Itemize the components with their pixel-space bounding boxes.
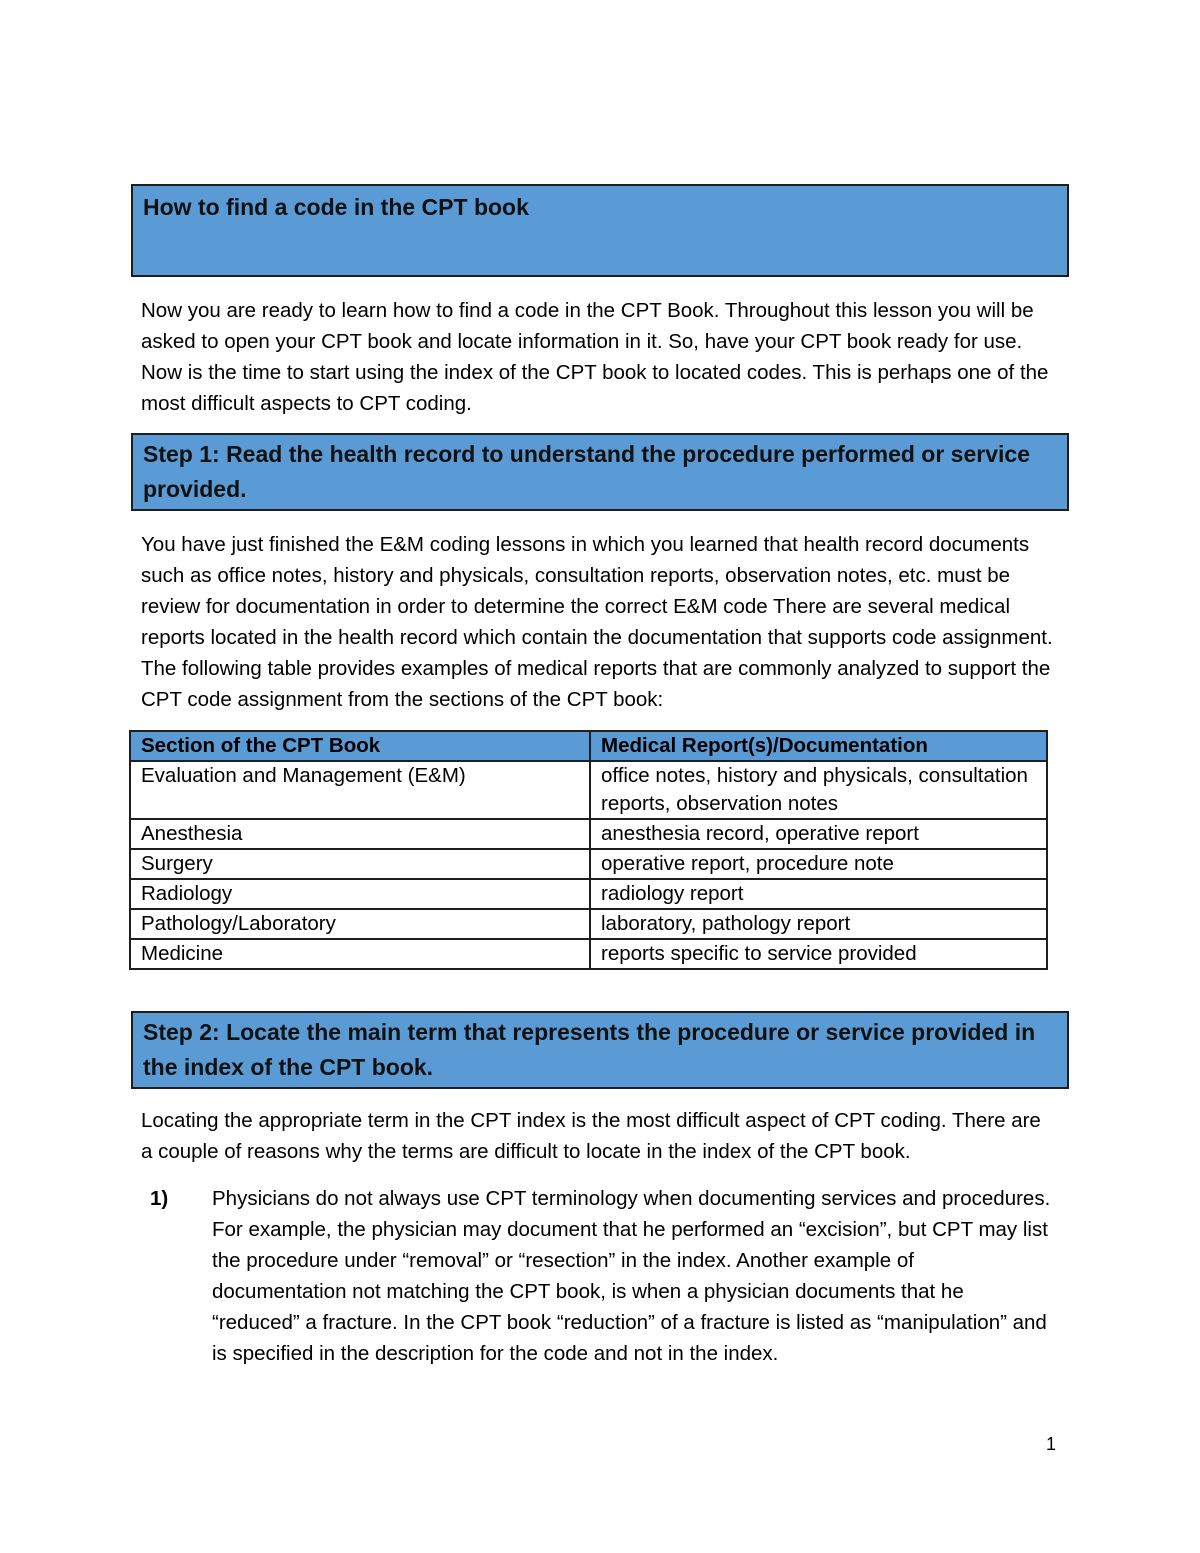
intro-paragraph: Now you are ready to learn how to find a code in the CPT Book. Throughout this lesson you will be asked to open your CPT book and locate information in it. So, have your CPT book ready for use. Now is the time to start using the index of the CPT book to located codes. This is perhaps one of the most difficult aspects to CPT coding. <box>141 299 1049 415</box>
table-row <box>130 819 1047 849</box>
table-cell-section: Evaluation and Management (E&M) <box>130 761 590 819</box>
table-header-section: Section of the CPT Book <box>130 731 590 761</box>
table-row <box>130 909 1047 939</box>
step2-heading: Step 2: Locate the main term that represents the procedure or service provided in the index of the CPT book. <box>143 1019 1036 1080</box>
report-table <box>129 730 1048 970</box>
table-cell-section: Radiology <box>130 879 590 909</box>
step2-paragraph: Locating the appropriate term in the CPT index is the most difficult aspect of CPT coding. There are a couple of reasons why the terms are difficult to locate in the index of the CPT book. <box>141 1109 1041 1163</box>
table-cell-report: operative report, procedure note <box>590 849 1047 879</box>
step2-heading-box <box>131 1011 1069 1089</box>
table-cell-report: reports specific to service provided <box>590 939 1047 969</box>
table-cell-report: laboratory, pathology report <box>590 909 1047 939</box>
step1-heading-box <box>131 433 1069 511</box>
step1-heading: Step 1: Read the health record to understand the procedure performed or service provided. <box>143 441 1030 502</box>
intro-heading-box <box>131 184 1069 277</box>
table-cell-section: Surgery <box>130 849 590 879</box>
table-cell-section: Pathology/Laboratory <box>130 909 590 939</box>
step1-paragraph: You have just finished the E&M coding lessons in which you learned that health record documents such as office notes, history and physicals, consultation reports, observation notes, etc. must be review for documentation in order to determine the correct E&M code There are several medical reports located in the health record which contain the documentation that supports code assignment. The following table provides examples of medical reports that are commonly analyzed to support the CPT code assignment from the sections of the CPT book: <box>141 533 1053 711</box>
table-cell-report: anesthesia record, operative report <box>590 819 1047 849</box>
table-cell-section: Medicine <box>130 939 590 969</box>
list-item-text: Physicians do not always use CPT terminology when documenting services and procedures. For example, the physician may document that he performed an “excision”, but CPT may list the procedure under “removal” or “resection” in the index. Another example of documentation not matching the CPT book, is when a physician documents that he “reduced” a fracture. In the CPT book “reduction” of a fracture is listed as “manipulation” and is specified in the description for the code and not in the index. <box>212 1187 1051 1365</box>
intro-heading: How to find a code in the CPT book <box>143 194 529 220</box>
page-number: 1 <box>1046 1434 1057 1454</box>
list-item-number: 1) <box>150 1187 169 1210</box>
table-cell-section: Anesthesia <box>130 819 590 849</box>
table-row <box>130 849 1047 879</box>
table-cell-report: radiology report <box>590 879 1047 909</box>
table-row <box>130 939 1047 969</box>
table-cell-report: office notes, history and physicals, consultation reports, observation notes <box>590 761 1047 819</box>
table-header-row <box>130 731 1047 761</box>
table-row <box>130 761 1047 819</box>
table-row <box>130 879 1047 909</box>
table-header-report: Medical Report(s)/Documentation <box>590 731 1047 761</box>
